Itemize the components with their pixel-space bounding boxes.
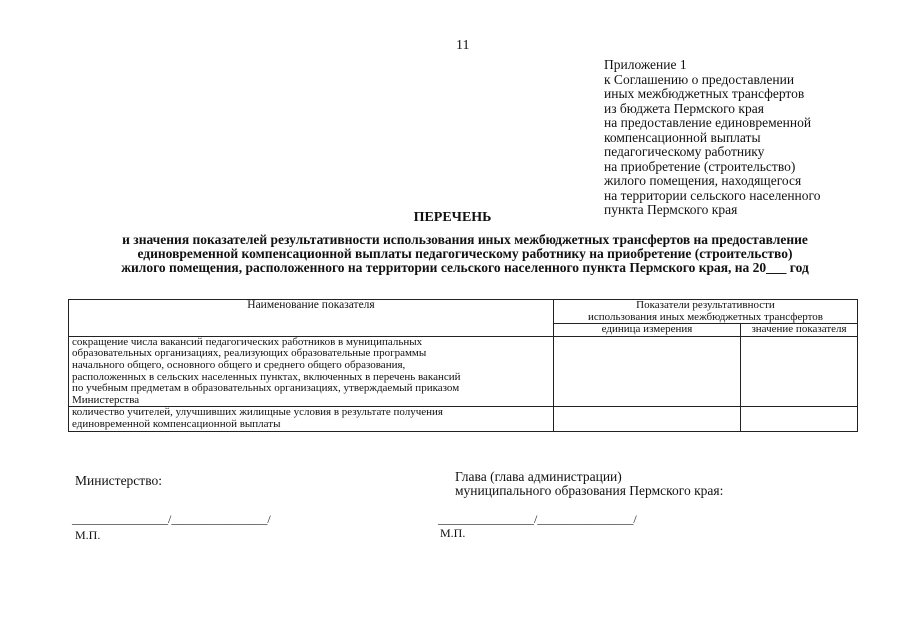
document-subtitle [70, 233, 860, 275]
value-cell [741, 407, 858, 431]
head-stamp-place: М.П. [440, 526, 466, 540]
indicator-name-cell [69, 407, 554, 431]
appendix-line: Приложение 1 [604, 57, 687, 72]
table-header-row [69, 300, 858, 324]
header-unit: единица измерения [554, 324, 741, 337]
table-row [69, 336, 858, 407]
appendix-line: из бюджета Пермского края [604, 100, 764, 116]
header-indicators-group [554, 300, 858, 324]
group-header-line: Показатели результативности [636, 299, 775, 311]
head-signature-label [455, 470, 723, 498]
head-label-line: Глава (глава администрации) [455, 469, 622, 484]
table-row [69, 407, 858, 431]
unit-cell [554, 336, 741, 407]
cell-line: расположенных в сельских населенных пунктах, включенных в перечень вакансий [72, 370, 461, 383]
page-number: 11 [456, 38, 470, 53]
document-title: ПЕРЕЧЕНЬ [413, 210, 492, 225]
subtitle-line: единовременной компенсационной выплаты педагогическому работнику на приобретение (строительство) [137, 246, 793, 261]
cell-line: Министерства [72, 393, 140, 406]
header-indicator-name: Наименование показателя [69, 300, 554, 337]
cell-line: количество учителей, улучшивших жилищные условия в результате получения [72, 406, 443, 419]
appendix-line: жилого помещения, находящегося [604, 173, 802, 188]
cell-line: сокращение числа вакансий педагогических работников в муниципальных [72, 335, 423, 348]
appendix-line: пункта Пермского края [604, 202, 738, 217]
appendix-line: на предоставление единовременной [604, 115, 812, 130]
appendix-line: педагогическому работнику [604, 144, 765, 159]
cell-line: по учебным предметам в образовательных организациях, утверждаемый приказом [72, 382, 460, 395]
cell-line: начального общего, основного общего и среднего общего образования, [72, 358, 406, 371]
group-header-line: использования иных межбюджетных трансфертов [588, 310, 823, 323]
head-label-line: муниципального образования Пермского края: [455, 483, 724, 498]
appendix-block [604, 58, 884, 218]
indicator-name-cell [69, 336, 554, 407]
cell-line: образовательных организациях, реализующих образовательные программы [72, 347, 427, 360]
appendix-line: компенсационной выплаты [604, 129, 761, 145]
ministry-stamp-place: М.П. [75, 528, 101, 542]
unit-cell [554, 407, 741, 431]
appendix-line: на территории сельского населенного [604, 187, 821, 203]
subtitle-line: и значения показателей результативности использования иных межбюджетных трансфертов на предоставление [122, 232, 808, 247]
head-signature-line: ________________/________________/ [438, 512, 637, 526]
appendix-line: на приобретение (строительство) [604, 158, 796, 174]
ministry-signature-label: Министерство: [75, 473, 162, 488]
header-value: значение показателя [741, 324, 858, 337]
appendix-line: к Соглашению о предоставлении [604, 71, 795, 87]
value-cell [741, 336, 858, 407]
indicators-table [68, 299, 858, 432]
appendix-line: иных межбюджетных трансфертов [604, 86, 805, 101]
cell-line: единовременной компенсационной выплаты [72, 417, 281, 430]
ministry-signature-line: ________________/________________/ [72, 512, 271, 526]
subtitle-line: жилого помещения, расположенного на территории сельского населенного пункта Пермского края, на 20___ год [121, 260, 809, 275]
